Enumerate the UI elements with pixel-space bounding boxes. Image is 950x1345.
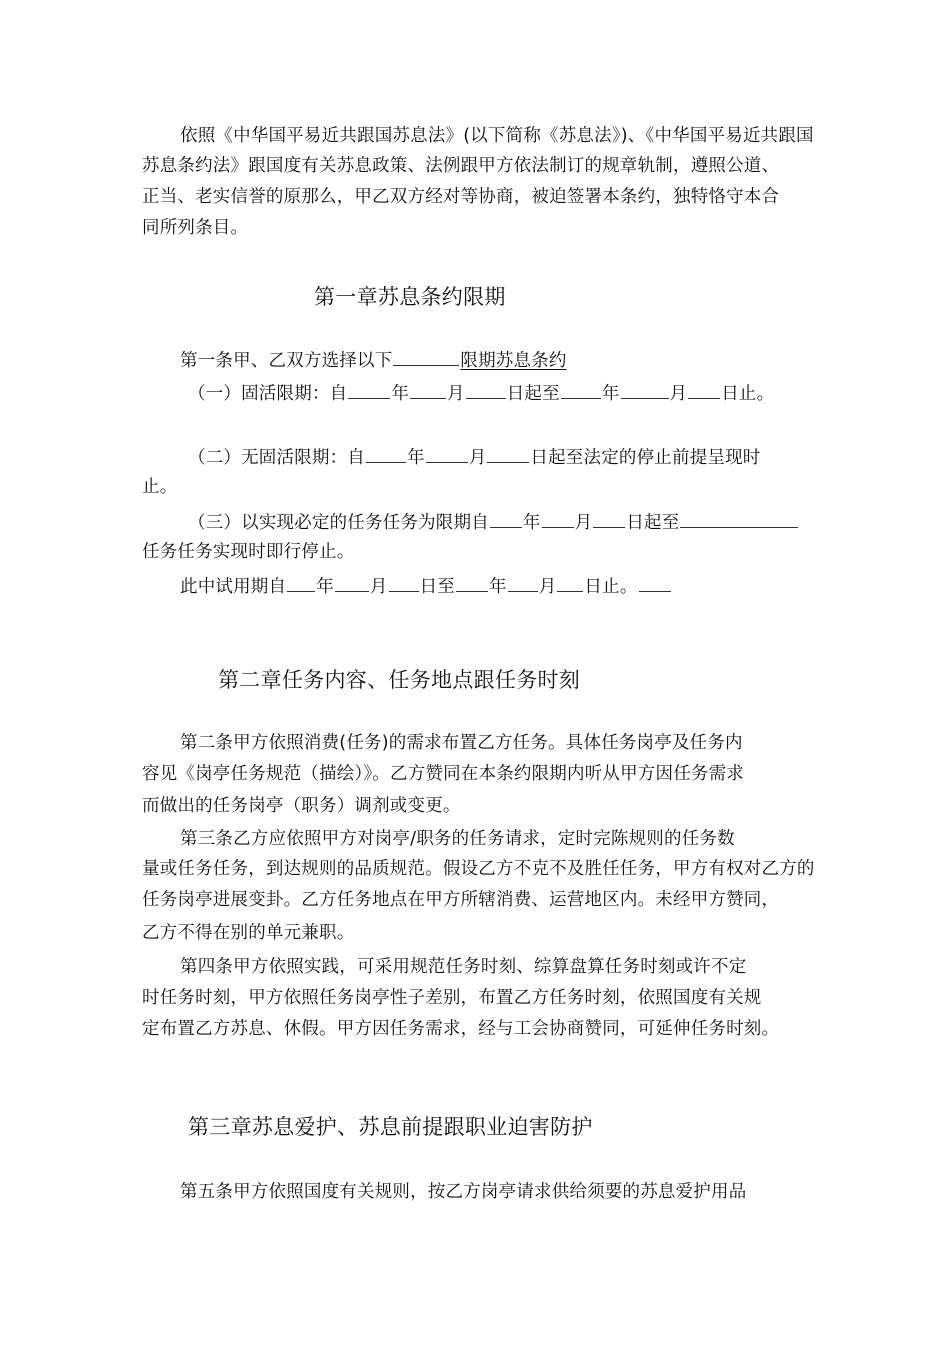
- option-task-term-cont: 任务任务实现时即行停止。: [142, 542, 355, 562]
- option-open-term-cont: 止。: [142, 477, 178, 497]
- intro-line-2: 苏息条约法》跟国度有关苏息政策、法例跟甲方依法制订的规章轨制，遵照公道、: [142, 156, 780, 176]
- intro-line-4: 同所列条目。: [142, 218, 249, 238]
- trial-period: 此中试用期自 年 月 日至 年 月 日止。: [180, 573, 672, 599]
- chapter-1-title: 第一章苏息条约限期: [314, 285, 506, 309]
- chapter-2-title: 第二章任务内容、任务地点跟任务时刻: [218, 668, 581, 692]
- article-3-line-2: 量或任务任务，到达规则的品质规范。假设乙方不克不及胜任任务，甲方有权对乙方的: [142, 859, 815, 879]
- intro-line-1: 依照《中华国平易近共跟国苏息法》(以下简称《苏息法》)、《中华国平易近共跟国: [180, 126, 814, 146]
- intro-line-3: 正当、老实信誉的原那么，甲乙双方经对等协商，被迫签署本条约，独特恪守本合: [142, 187, 780, 207]
- option-open-term: （二）无固活限期：自 年 月 日起至法定的停止前提呈现时: [188, 444, 761, 470]
- option-fixed-term: （一）固活限期：自 年 月 日起至 年 月 日止。: [188, 380, 774, 406]
- article-1: 第一条甲、乙双方选择以下 限期苏息条约: [180, 347, 567, 373]
- article-2-line-2: 容见《岗亭任务规范（描绘）》。乙方赞同在本条约限期内听从甲方因任务需求: [142, 764, 744, 784]
- article-3-line-1: 第三条乙方应依照甲方对岗亭/职务的任务请求，定时完陈规则的任务数: [180, 829, 735, 849]
- article-3-line-4: 乙方不得在别的单元兼职。: [142, 923, 355, 943]
- article-2-line-1: 第二条甲方依照消费(任务)的需求布置乙方任务。具体任务岗亭及任务内: [180, 733, 743, 753]
- article-4-line-2: 时任务时刻，甲方依照任务岗亭性子差别，布置乙方任务时刻，依照国度有关规: [142, 988, 762, 1008]
- article-2-line-3: 而做出的任务岗亭（职务）调剂或变更。: [142, 796, 461, 816]
- article-4-line-3: 定布置乙方苏息、休假。甲方因任务需求，经与工会协商赞同，可延伸任务时刻。: [142, 1019, 780, 1039]
- article-4-line-1: 第四条甲方依照实践，可采用规范任务时刻、综算盘算任务时刻或许不定: [180, 957, 747, 977]
- contract-type-blank: [393, 347, 459, 366]
- chapter-3-title: 第三章苏息爱护、苏息前提跟职业迫害防护: [188, 1115, 593, 1139]
- option-task-term: （三）以实现必定的任务任务为限期自 年 月 日起至: [188, 509, 799, 535]
- article-3-line-3: 任务岗亭进展变卦。乙方任务地点在甲方所辖消费、运营地区内。未经甲方赞同，: [142, 890, 780, 910]
- article-5-line-1: 第五条甲方依照国度有关规则，按乙方岗亭请求供给须要的苏息爱护用品: [180, 1182, 747, 1202]
